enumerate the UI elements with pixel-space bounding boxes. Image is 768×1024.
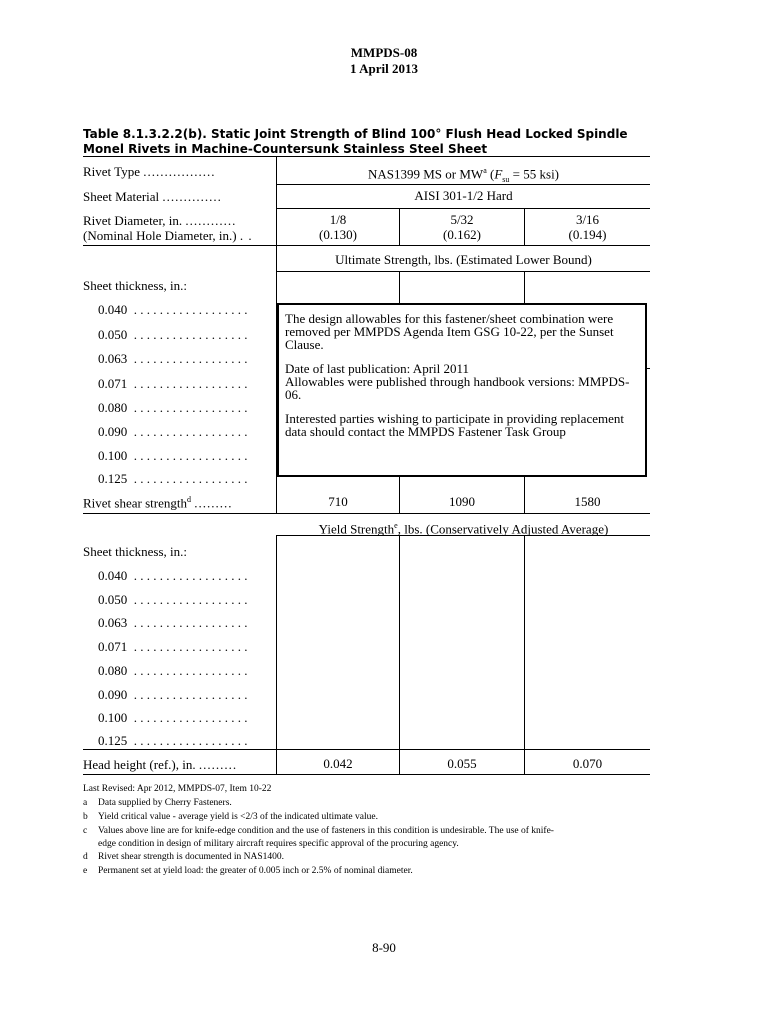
- last-revised-note: Last Revised: Apr 2012, MMPDS-07, Item 10-22: [83, 784, 272, 794]
- footnote: a Data supplied by Cherry Fasteners.: [83, 798, 232, 808]
- head-height-value: 0.042: [323, 756, 353, 771]
- thickness-row: 0.050 . . . . . . . . . . . . . . . . . .: [98, 327, 248, 342]
- caption-line-1: Table 8.1.3.2.2(b). Static Joint Strength of Blind 100° Flush Head Locked Spindle: [83, 127, 628, 141]
- column-rule: [524, 535, 525, 774]
- ultimate-strength-heading: Ultimate Strength, lbs. (Estimated Lower Bound): [335, 252, 592, 267]
- rivet-shear-value: 1090: [449, 494, 475, 509]
- caption-line-2: Monel Rivets in Machine-Countersunk Stainless Steel Sheet: [83, 142, 488, 156]
- notice-paragraph: The design allowables for this fastener/sheet combination were removed per MMPDS Agenda Item GSG 10-22, per the Sunset Clause.: [285, 311, 614, 352]
- head-height-value: 0.070: [572, 756, 603, 771]
- footnote: edge condition in design of military aircraft requires specific approval of the procuring agency.: [98, 839, 459, 849]
- thickness-row: 0.080 . . . . . . . . . . . . . . . . . .: [98, 400, 248, 415]
- row-rule: [83, 513, 650, 514]
- page-number: 8-90: [372, 940, 396, 955]
- thickness-row: 0.071 . . . . . . . . . . . . . . . . . .: [98, 376, 248, 391]
- table-caption: [83, 127, 663, 157]
- row-rule: [276, 271, 650, 272]
- hole-diameter-label: (Nominal Hole Diameter, in.) . .: [83, 228, 253, 243]
- table-bottom-rule: [83, 774, 650, 775]
- diameter-2-nominal: 5/32: [450, 212, 474, 227]
- column-rule: [399, 535, 400, 774]
- allowables-removed-notice: [277, 303, 647, 477]
- diameter-3-hole: (0.194): [568, 227, 607, 242]
- thickness-row: 0.090 . . . . . . . . . . . . . . . . . .: [98, 687, 248, 702]
- thickness-row: 0.071 . . . . . . . . . . . . . . . . . .: [98, 639, 248, 654]
- row-rule: [83, 749, 650, 750]
- thickness-row: 0.100 . . . . . . . . . . . . . . . . . .: [98, 710, 248, 725]
- diameter-2-hole: (0.162): [443, 227, 481, 242]
- thickness-row: 0.040 . . . . . . . . . . . . . . . . . .: [98, 302, 248, 317]
- head-height-label: Head height (ref.), in. .........: [83, 757, 238, 772]
- document-date: 1 April 2013: [350, 61, 418, 76]
- thickness-row: 0.080 . . . . . . . . . . . . . . . . . .: [98, 663, 248, 678]
- notice-paragraph: Date of last publication: April 2011 Allowables were published through handbook versions: MMPDS-06.: [285, 361, 630, 402]
- rivet-shear-value: 710: [328, 494, 348, 509]
- row-rule: [276, 208, 650, 209]
- yield-strength-heading: Yield Strength$^e$, lbs. (Conservatively Adjusted Average): [318, 521, 609, 537]
- sheet-material-value: AISI 301-1/2 Hard: [414, 188, 513, 203]
- thickness-row: 0.063 . . . . . . . . . . . . . . . . . .: [98, 615, 248, 630]
- rivet-shear-value: 1580: [574, 494, 601, 509]
- footnote: e Permanent set at yield load: the greater of 0.005 inch or 2.5% of nominal diameter.: [83, 866, 413, 876]
- rivet-diameter-label: Rivet Diameter, in. ............: [83, 213, 237, 228]
- thickness-row: 0.125 . . . . . . . . . . . . . . . . . .: [98, 471, 248, 486]
- footnote: b Yield critical value - average yield is <2/3 of the indicated ultimate value.: [83, 812, 378, 822]
- diameter-1-hole: (0.130): [319, 227, 357, 242]
- thickness-row: 0.100 . . . . . . . . . . . . . . . . . .: [98, 448, 248, 463]
- thickness-row: 0.040 . . . . . . . . . . . . . . . . . .: [98, 568, 248, 583]
- notice-paragraph: Interested parties wishing to participate in providing replacement data should contact the MMPDS Fastener Task Group: [285, 411, 624, 439]
- rivet-type-value: NAS1399 MS or $MW^a$ ($F_{su} = 55$ ksi): [367, 166, 560, 184]
- sheet-thickness-label: Sheet thickness, in.:: [83, 278, 187, 293]
- sheet-thickness-label: Sheet thickness, in.:: [83, 544, 187, 559]
- diameter-1-nominal: 1/8: [329, 212, 347, 227]
- thickness-row: 0.063 . . . . . . . . . . . . . . . . . .: [98, 351, 248, 366]
- sheet-material-label: Sheet Material ..............: [83, 189, 222, 204]
- row-rule: [83, 245, 650, 246]
- footnote: c Values above line are for knife-edge condition and the use of fasteners in this condition is undesirable. The use of knife-: [83, 826, 554, 836]
- thickness-row: 0.125 . . . . . . . . . . . . . . . . . .: [98, 733, 248, 748]
- column-rule: [276, 535, 277, 774]
- rivet-shear-label: Rivet shear strength$^d$ .........: [83, 495, 233, 511]
- table-top-rule: [83, 156, 650, 157]
- footnote: d Rivet shear strength is documented in NAS1400.: [83, 852, 285, 862]
- document-id: MMPDS-08: [350, 45, 418, 60]
- diameter-3-nominal: 3/16: [575, 212, 600, 227]
- rivet-type-label: Rivet Type .................: [83, 164, 216, 179]
- head-height-value: 0.055: [447, 756, 477, 771]
- thickness-row: 0.090 . . . . . . . . . . . . . . . . . .: [98, 424, 248, 439]
- thickness-row: 0.050 . . . . . . . . . . . . . . . . . .: [98, 592, 248, 607]
